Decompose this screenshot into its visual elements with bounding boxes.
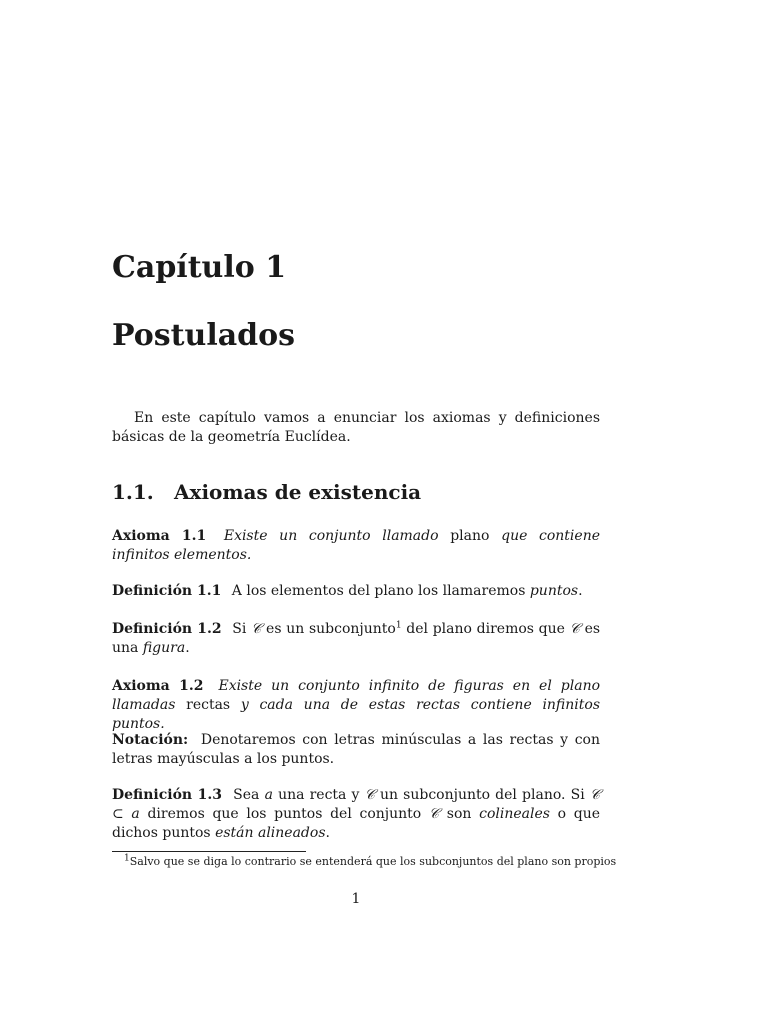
definition-text: del plano diremos que [406,621,565,637]
set-symbol: 𝒞 [428,806,440,822]
definition-1-1 [112,582,600,601]
axiom-text: Existe un conjunto llamado [223,528,439,544]
page-number-text: 1 [351,891,361,907]
axiom-1-2 [112,677,600,734]
definition-text: es una [112,621,601,656]
definition-term: puntos [529,583,579,599]
chapter-title: Postulados [112,318,296,353]
footnote-text: Salvo que se diga lo contrario se entenderá que los subconjuntos del plano son propios [129,855,617,868]
definition-text: es un subconjunto [266,621,396,637]
set-symbol: 𝒞 [364,787,375,803]
footnote-number: 1 [124,853,130,864]
set-symbol: 𝒞 [569,621,580,637]
definition-text: diremos que los puntos del conjunto [147,806,422,822]
definition-label: Definición 1.3 [112,787,223,803]
axiom-term: rectas [186,697,231,713]
intro-paragraph: En este capítulo vamos a enunciar los axiomas y definiciones básicas de la geometría Euclídea. [112,410,600,445]
chapter-label: Capítulo 1 [112,250,287,285]
section-number: 1.1. [112,480,154,504]
definition-1-2 [112,620,600,658]
definition-term: colineales [479,806,550,822]
definition-text: A los elementos del plano los llamaremos [231,583,526,599]
axiom-text: y cada una de estas rectas contiene infinitos puntos. [112,697,601,732]
subset-symbol: ⊂ [112,806,124,822]
axiom-text: Existe un conjunto infinito de figuras en el plano llamadas [112,678,601,713]
footnote [124,853,617,869]
axiom-label: Axioma 1.1 [112,528,207,544]
definition-text: o que dichos puntos [112,806,601,841]
definition-label: Definición 1.1 [112,583,222,599]
section-heading [112,480,421,504]
notation-label: Notación: [112,732,189,748]
footnote-marker[interactable]: 1 [395,620,402,631]
definition-period: . [185,640,190,656]
notation-text: Denotaremos con letras minúsculas a las rectas y con letras mayúsculas a los puntos. [112,732,600,767]
definition-period: . [325,825,330,841]
definition-text: una recta y [278,787,360,803]
definition-text: Si [232,621,247,637]
line-variable: a [131,806,140,822]
notation [112,731,600,769]
axiom-1-1 [112,527,600,565]
definition-text: son [446,806,472,822]
definition-label: Definición 1.2 [112,621,222,637]
axiom-label: Axioma 1.2 [112,678,204,694]
definition-text: un subconjunto del plano. Si [379,787,585,803]
set-symbol: 𝒞 [589,787,601,803]
page-number [0,891,712,907]
set-symbol: 𝒞 [251,621,262,637]
definition-period: . [578,583,583,599]
axiom-text: que contiene infinitos elementos. [112,528,601,563]
footnote-rule [112,851,306,852]
definition-term: figura [142,640,186,656]
definition-text: Sea [233,787,260,803]
axiom-term: plano [450,528,490,544]
definition-term: están alineados [215,825,326,841]
definition-1-3 [112,786,600,843]
section-title: Axiomas de existencia [174,480,422,504]
line-variable: a [264,787,273,803]
